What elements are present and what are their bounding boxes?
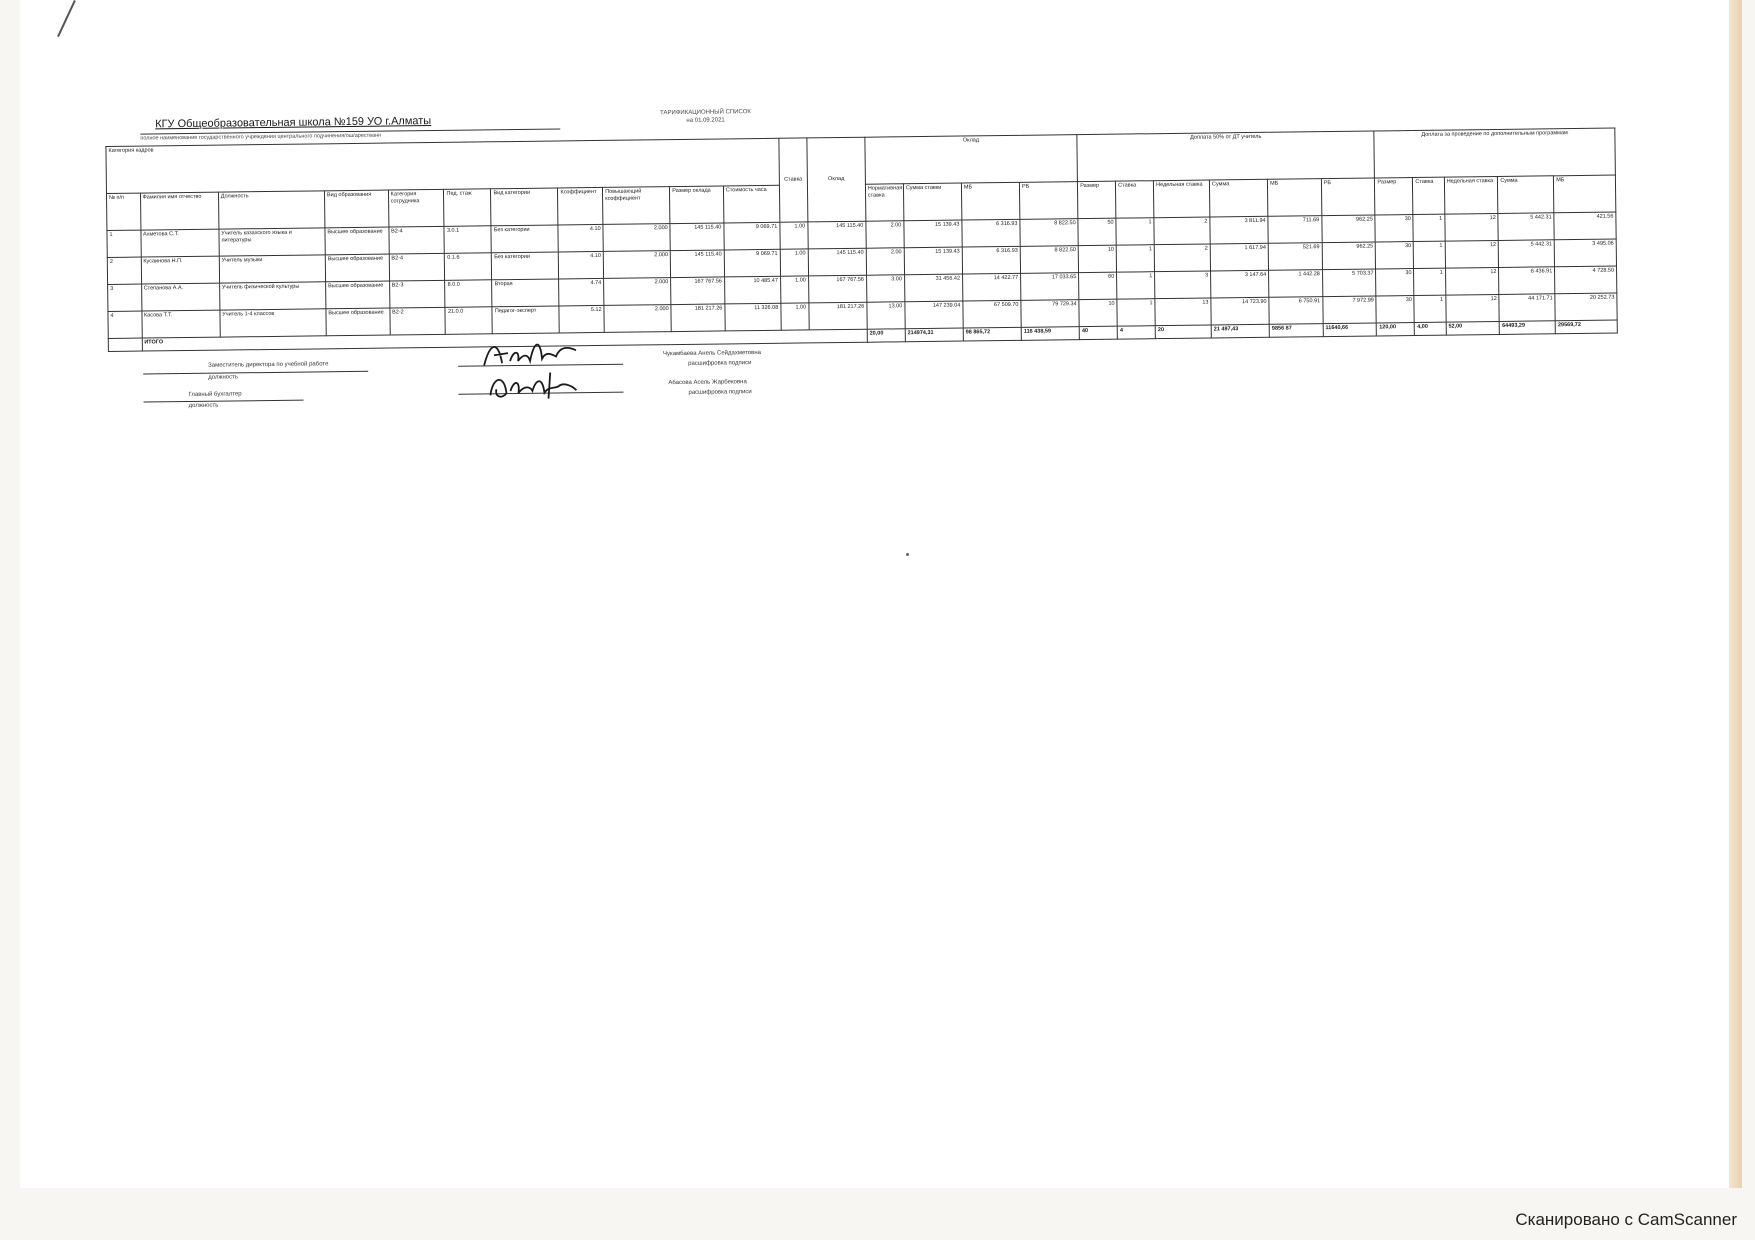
table-cell: 79 729.34: [1021, 300, 1079, 328]
col-header: № п/п: [106, 193, 140, 230]
table-cell: 2: [1154, 244, 1210, 272]
table-cell: Кусаинова Н.П.: [141, 256, 220, 284]
table-cell: В2-3: [389, 280, 445, 308]
table-cell: 13.00: [867, 302, 905, 329]
col-header: Сумма: [1498, 176, 1554, 214]
organization-name: КГУ Общеобразовательная школа №159 УО г.Алматы: [155, 115, 432, 131]
table-cell: Без категории: [492, 252, 559, 280]
table-cell: 711.69: [1268, 216, 1322, 244]
col-header: Повышающий коэффициент: [603, 187, 670, 225]
table-cell: 962.25: [1322, 215, 1376, 243]
total-cell: 20: [1155, 325, 1211, 339]
table-cell: 1: [107, 230, 141, 257]
table-cell: 4.74: [559, 278, 604, 306]
col-header: Размер оклада: [670, 186, 724, 224]
table-cell: 521.69: [1268, 243, 1322, 271]
table-cell: 8.0.0: [445, 280, 492, 308]
document-title-block: [660, 108, 751, 125]
table-cell: 11 326.08: [725, 303, 781, 331]
paper-edge-mark: [57, 0, 76, 37]
table-cell: 30: [1375, 215, 1413, 242]
col-header: МБ: [961, 182, 1020, 220]
col-header: РБ: [1321, 178, 1375, 216]
col-header: Вид категории: [491, 188, 558, 226]
col-header: Ставка: [1413, 177, 1445, 214]
table-cell: 2.000: [603, 224, 670, 252]
table-cell: 181 217.26: [809, 302, 867, 330]
table-cell: 7 972.99: [1323, 296, 1377, 324]
table-cell: 6 436.91: [1499, 267, 1555, 295]
table-cell: 5 703.37: [1322, 269, 1376, 297]
deputy-role-caption: должность: [208, 374, 239, 381]
table-cell: 145 115.40: [808, 221, 866, 249]
table-cell: Без категории: [491, 225, 558, 253]
total-cell: 98 865,72: [963, 327, 1021, 341]
table-cell: 1: [1116, 218, 1154, 245]
table-cell: Высшее образование: [326, 308, 390, 336]
col-header: Сумма: [1209, 179, 1268, 217]
col-header: Недельная ставка: [1154, 180, 1210, 218]
table-cell: 2.00: [866, 221, 904, 248]
col-header: Вид образования: [324, 190, 388, 228]
table-cell: 20 252.73: [1555, 293, 1617, 321]
col-header: Нормативная ставка: [865, 184, 903, 221]
col-header: Пед. стаж: [444, 189, 491, 227]
table-cell: Учитель музыки: [219, 255, 325, 283]
total-cell: 40: [1079, 326, 1117, 339]
table-cell: 145 115.40: [670, 250, 724, 278]
table-cell: 10: [1078, 245, 1116, 272]
table-cell: 15 139.43: [904, 220, 962, 248]
table-cell: Высшее образование: [325, 227, 389, 255]
tariff-document: [105, 94, 1619, 472]
table-cell: 14 422.77: [962, 273, 1020, 301]
table-cell: 5 442.31: [1498, 213, 1554, 241]
desk-background-strip: [1729, 0, 1742, 1188]
deputy-role-line: [143, 371, 368, 375]
col-header: МБ: [1268, 179, 1322, 217]
total-cell: 29569,72: [1555, 320, 1617, 334]
table-cell: 3: [1155, 271, 1211, 299]
total-cell: 120,00: [1377, 323, 1415, 336]
table-cell: 167 767.56: [671, 277, 725, 305]
table-cell: 13: [1155, 298, 1211, 326]
document-title: ТАРИФИКАЦИОННЫЙ СПИСОК: [660, 109, 751, 117]
total-cell: 9856 87: [1269, 324, 1323, 338]
table-cell: 1: [1117, 299, 1155, 326]
table-cell: 1 442.28: [1269, 270, 1323, 298]
accountant-role-caption: должность: [188, 402, 219, 410]
table-cell: 3.0.1: [444, 226, 491, 254]
table-cell: 1: [1116, 245, 1154, 272]
table-cell: 12: [1445, 240, 1499, 268]
table-cell: Степанова А.А.: [141, 283, 220, 311]
table-cell: 962.25: [1322, 242, 1376, 270]
accountant-signature: [484, 364, 594, 405]
table-cell: 10: [1079, 299, 1117, 326]
oklad-subgroup: Оклад: [865, 135, 1078, 185]
table-cell: 8 822.50: [1020, 219, 1078, 247]
table-cell: 3 811.94: [1210, 216, 1268, 244]
table-cell: 1: [1414, 295, 1446, 322]
table-cell: 3 147.64: [1211, 270, 1269, 298]
total-cell: 4: [1117, 326, 1155, 339]
total-cell: 4,00: [1415, 322, 1446, 335]
doplata-ppt-group: Доплата 50% от ДТ учитель: [1077, 131, 1375, 182]
table-cell: Учитель 1-4 классов: [220, 309, 326, 337]
table-cell: Касова Т.Т.: [141, 310, 220, 338]
table-cell: 4: [108, 311, 142, 338]
table-cell: 6 316.93: [962, 219, 1020, 247]
total-cell-empty: [108, 338, 142, 351]
col-header: Размер: [1375, 178, 1413, 215]
table-cell: 145 115.40: [670, 223, 724, 251]
table-cell: 44 171.71: [1499, 294, 1555, 322]
doplata-extra-group: Доплата за проведение по дополнительным программам: [1374, 128, 1615, 178]
table-cell: 8 822.50: [1020, 246, 1078, 274]
table-cell: 5.12: [559, 305, 604, 333]
table-cell: 1: [1414, 241, 1446, 268]
oklad-group: Оклад: [807, 137, 866, 222]
table-cell: 12: [1445, 213, 1499, 241]
table-cell: 14 723.90: [1211, 297, 1269, 325]
table-cell: 30: [1376, 242, 1414, 269]
table-cell: 15 139.43: [904, 247, 962, 275]
col-header: Стоимость часа: [723, 185, 779, 223]
document-date: на 01.09.2021: [686, 117, 725, 124]
col-header: Коэффициент: [558, 187, 603, 225]
total-cell: 21 497,43: [1211, 324, 1269, 338]
table-cell: 145 115.40: [808, 248, 866, 276]
accountant-name: Абасова Асель Жарбековна: [668, 379, 747, 387]
table-cell: 2.000: [603, 251, 670, 279]
table-cell: 9 069.71: [724, 222, 780, 250]
table-cell: Учитель физической культуры: [219, 282, 325, 310]
table-cell: 50: [1078, 218, 1116, 245]
table-cell: 1.00: [781, 303, 809, 330]
table-cell: 2.00: [866, 248, 904, 275]
col-header: Размер: [1078, 181, 1116, 218]
table-cell: В2-2: [390, 307, 446, 335]
total-cell: 116 438,59: [1021, 327, 1079, 341]
table-cell: Высшее образование: [325, 254, 389, 282]
col-header: МБ: [1554, 175, 1616, 213]
stavka-group: Ставка: [779, 138, 808, 222]
table-cell: 60: [1079, 272, 1117, 299]
table-cell: 421.56: [1554, 212, 1616, 240]
table-cell: Ахметова С.Т.: [140, 229, 219, 257]
table-cell: 1.00: [780, 249, 808, 276]
deputy-name-caption: расшифровка подписи: [688, 360, 752, 367]
table-cell: 1.00: [780, 222, 808, 249]
table-cell: 17 033.65: [1021, 273, 1079, 301]
col-header: РБ: [1019, 182, 1078, 220]
table-cell: Высшее образование: [325, 281, 389, 309]
table-cell: 1 617.94: [1210, 243, 1268, 271]
table-cell: В2-4: [389, 226, 445, 254]
table-cell: 10 485.47: [724, 276, 780, 304]
total-cell: 20,00: [867, 329, 905, 342]
table-cell: 3: [108, 284, 142, 311]
table-cell: 1: [1413, 214, 1445, 241]
table-cell: 2: [1154, 217, 1210, 245]
table-cell: 12: [1445, 267, 1499, 295]
total-cell: 214974,31: [905, 328, 963, 342]
table-cell: Педагог-эксперт: [492, 306, 559, 334]
organization-subtitle: полное наименование государственного учреждения центрального подчинения/ош/арестванн: [140, 128, 560, 141]
table-cell: 1: [1117, 272, 1155, 299]
col-header: Категория сотрудника: [388, 189, 444, 227]
table-cell: В2-4: [389, 253, 445, 281]
deputy-name: Чукамбаева Анель Сейдахметовна: [662, 350, 762, 358]
table-cell: 147 239.04: [905, 301, 963, 329]
table-cell: 4 728.50: [1555, 266, 1617, 294]
table-cell: 0.1.6: [445, 253, 492, 281]
col-header: Сумма ставки: [903, 183, 962, 221]
table-cell: 2.000: [604, 305, 671, 333]
table-cell: 1.00: [780, 276, 808, 303]
table-cell: 167 767.56: [808, 275, 866, 303]
accountant-role: Главный бухгалтер: [188, 391, 242, 399]
col-header: Фамилия имя отчество: [140, 192, 219, 230]
table-cell: 181 217.26: [671, 304, 725, 332]
table-cell: 6 316.93: [962, 246, 1020, 274]
table-cell: 3.00: [866, 275, 904, 302]
table-cell: 67 509.70: [963, 300, 1021, 328]
table-cell: 9 069.71: [724, 249, 780, 277]
deputy-role: Заместитель директора по учебной работе: [208, 361, 329, 369]
col-header: Недельная ставка: [1444, 176, 1498, 214]
table-cell: 30: [1376, 269, 1414, 296]
table-body: [107, 212, 1617, 338]
total-label: ИТОГО: [142, 329, 867, 351]
total-cell: 64493,29: [1500, 321, 1556, 335]
table-cell: 4.10: [559, 251, 604, 279]
tariff-table: [105, 128, 1617, 352]
table-cell: 5 442.31: [1499, 240, 1555, 268]
table-cell: 4.10: [558, 224, 603, 252]
table-cell: 6 750.91: [1269, 297, 1323, 325]
accountant-name-caption: расшифровка подписи: [688, 389, 752, 396]
table-cell: 31 456.42: [904, 274, 962, 302]
table-cell: 21.0.0: [445, 307, 492, 335]
camscanner-watermark: Сканировано с CamScanner: [1515, 1210, 1737, 1229]
total-cell: 52,00: [1446, 321, 1500, 335]
col-header: Должность: [218, 191, 325, 229]
category-label: Категория кадров: [106, 138, 779, 193]
table-cell: 2: [107, 257, 141, 284]
table-cell: 1: [1414, 268, 1446, 295]
scan-speck: [906, 553, 909, 556]
total-cell: 11640,66: [1323, 323, 1377, 337]
table-cell: Вторая: [492, 279, 559, 307]
table-cell: 30: [1376, 296, 1414, 323]
table-cell: 3 495.06: [1554, 239, 1616, 267]
table-cell: Учитель казахского языка и литературы: [219, 228, 325, 256]
col-header: Ставка: [1116, 181, 1154, 218]
accountant-role-line: [144, 400, 304, 403]
table-cell: 12: [1446, 294, 1500, 322]
table-cell: 2.000: [604, 278, 671, 306]
